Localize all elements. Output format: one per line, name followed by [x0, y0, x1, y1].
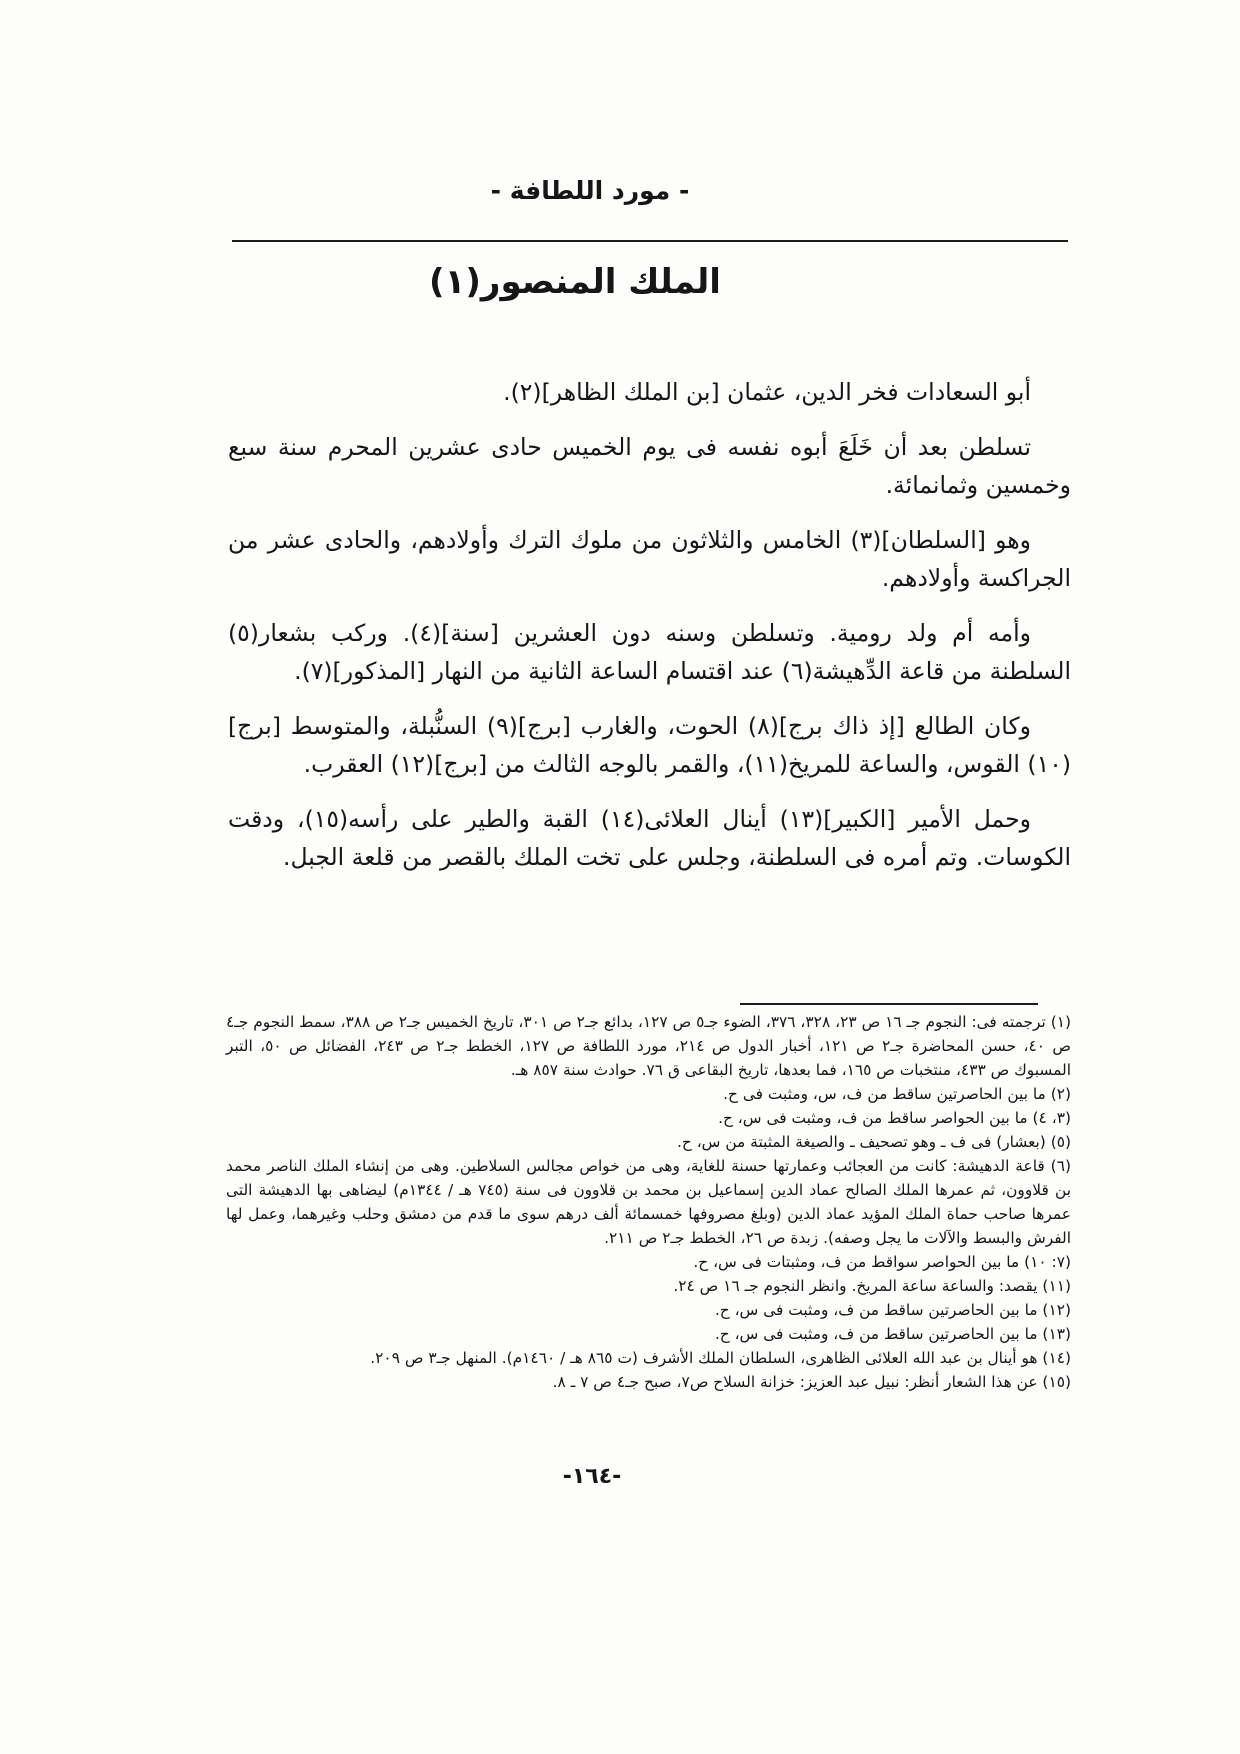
- paragraph-4: وأمه أم ولد رومية. وتسلطن وسنه دون العشرين [سنة](٤). وركب بشعار(٥) السلطنة من قاعة الدِّهيشة(٦) عند اقتسام الساعة الثانية من النهار [المذكور](٧).: [228, 619, 1071, 685]
- footnote-separator: [740, 1003, 1038, 1005]
- footnote-14: (١٤) هو أينال بن عبد الله العلائى الظاهرى، السلطان الملك الأشرف (ت ٨٦٥ هـ / ١٤٦٠م). المنهل جـ٣ ص ٢٠٩.: [370, 1349, 1071, 1367]
- running-header: [0, 176, 1240, 205]
- footnote-2: (٢) ما بين الحاصرتين ساقط من ف، س، ومثبت فى ح.: [723, 1085, 1071, 1103]
- running-title: - مورد اللطافة -: [490, 176, 690, 205]
- paragraph-1: أبو السعادات فخر الدين، عثمان [بن الملك الظاهر](٢).: [503, 378, 1031, 406]
- footnote-13: (١٣) ما بين الحاصرتين ساقط من ف، ومثبت فى س، ح.: [714, 1325, 1071, 1343]
- header-rule: [232, 240, 1068, 242]
- page-number: -١٦٤-: [562, 1464, 622, 1489]
- footnote-12: (١٢) ما بين الحاصرتين ساقط من ف، ومثبت فى س، ح.: [714, 1301, 1071, 1319]
- footnote-1: (١) ترجمته فى: النجوم جـ ١٦ ص ٢٣، ٣٢٨، ٣٧٦، الضوء جـ٥ ص ١٢٧، بدائع جـ٢ ص ٣٠١، تاريخ الخميس جـ٢ ص ٣٨٨، سمط النجوم جـ٤ ص ٤٠، حسن المحاضرة جـ٢ ص ١٢١، أخبار الدول ص ٢١٤، مورد اللطافة ص ١٢٧، الخطط جـ٢ ص ٢٤٣، الفضائل ص ٥٠، التبر المسبوك ص ٤٣٣، منتخبات ص ١٦٥، فما بعدها، تاريخ البقاعى ق ٧٦. حوادث سنة ٨٥٧ هـ.: [226, 1013, 1071, 1079]
- body-text: [228, 373, 1071, 893]
- footnotes: [226, 1010, 1071, 1394]
- footnote-6: (٦) قاعة الدهيشة: كانت من العجائب وعمارتها حسنة للغاية، وهى من خواص مجالس السلاطين. وهى من إنشاء الملك الناصر محمد بن قلاوون، ثم عمرها الملك الصالح عماد الدين إسماعيل بن محمد بن قلاوون فى سنة (٧٤٥ هـ / ١٣٤٤م) ليضاهى بها الدهيشة التى عمرها صاحب حماة الملك المؤيد عماد الدين (وبلغ مصروفها خمسمائة ألف درهم سوى ما قدم من دمشق وحلب وغيرهما، وعمل لها الفرش والبسط والآلات ما يجل وصفه). زبدة ص ٢٦، الخطط جـ٢ ص ٢١١.: [226, 1157, 1071, 1247]
- page-footer: [0, 1464, 1240, 1489]
- footnote-7-10: (٧: ١٠) ما بين الحواصر سواقط من ف، ومثبتات فى س، ح.: [693, 1253, 1071, 1271]
- chapter-title: الملك المنصور(١): [429, 262, 721, 302]
- footnote-11: (١١) يقصد: والساعة ساعة المريخ. وانظر النجوم جـ ١٦ ص ٢٤.: [673, 1277, 1071, 1295]
- paragraph-5: وكان الطالع [إذ ذاك برج](٨) الحوت، والغارب [برج](٩) السنُّبلة، والمتوسط [برج](١٠) القوس، والساعة للمريخ(١١)، والقمر بالوجه الثالث من [برج](١٢) العقرب.: [228, 712, 1071, 778]
- chapter-heading: [0, 262, 1240, 302]
- paragraph-2: تسلطن بعد أن خَلَعَ أبوه نفسه فى يوم الخميس حادى عشرين المحرم سنة سبع وخمسين وثمانمائة.: [228, 433, 1071, 499]
- footnote-5: (٥) (بعشار) فى ف ـ وهو تصحيف ـ والصيغة المثبتة من س، ح.: [676, 1133, 1071, 1151]
- paragraph-6: وحمل الأمير [الكبير](١٣) أينال العلائى(١٤) القبة والطير على رأسه(١٥)، ودقت الكوسات. وتم أمره فى السلطنة، وجلس على تخت الملك بالقصر من قلعة الجبل.: [228, 805, 1071, 871]
- footnote-15: (١٥) عن هذا الشعار أنظر: نبيل عبد العزيز: خزانة السلاح ص٧، صبح جـ٤ ص ٧ ـ ٨.: [552, 1373, 1071, 1391]
- paragraph-3: وهو [السلطان](٣) الخامس والثلاثون من ملوك الترك وأولادهم، والحادى عشر من الجراكسة وأولادهم.: [228, 526, 1071, 592]
- footnote-3-4: (٣، ٤) ما بين الحواصر ساقط من ف، ومثبت فى س، ح.: [718, 1109, 1071, 1127]
